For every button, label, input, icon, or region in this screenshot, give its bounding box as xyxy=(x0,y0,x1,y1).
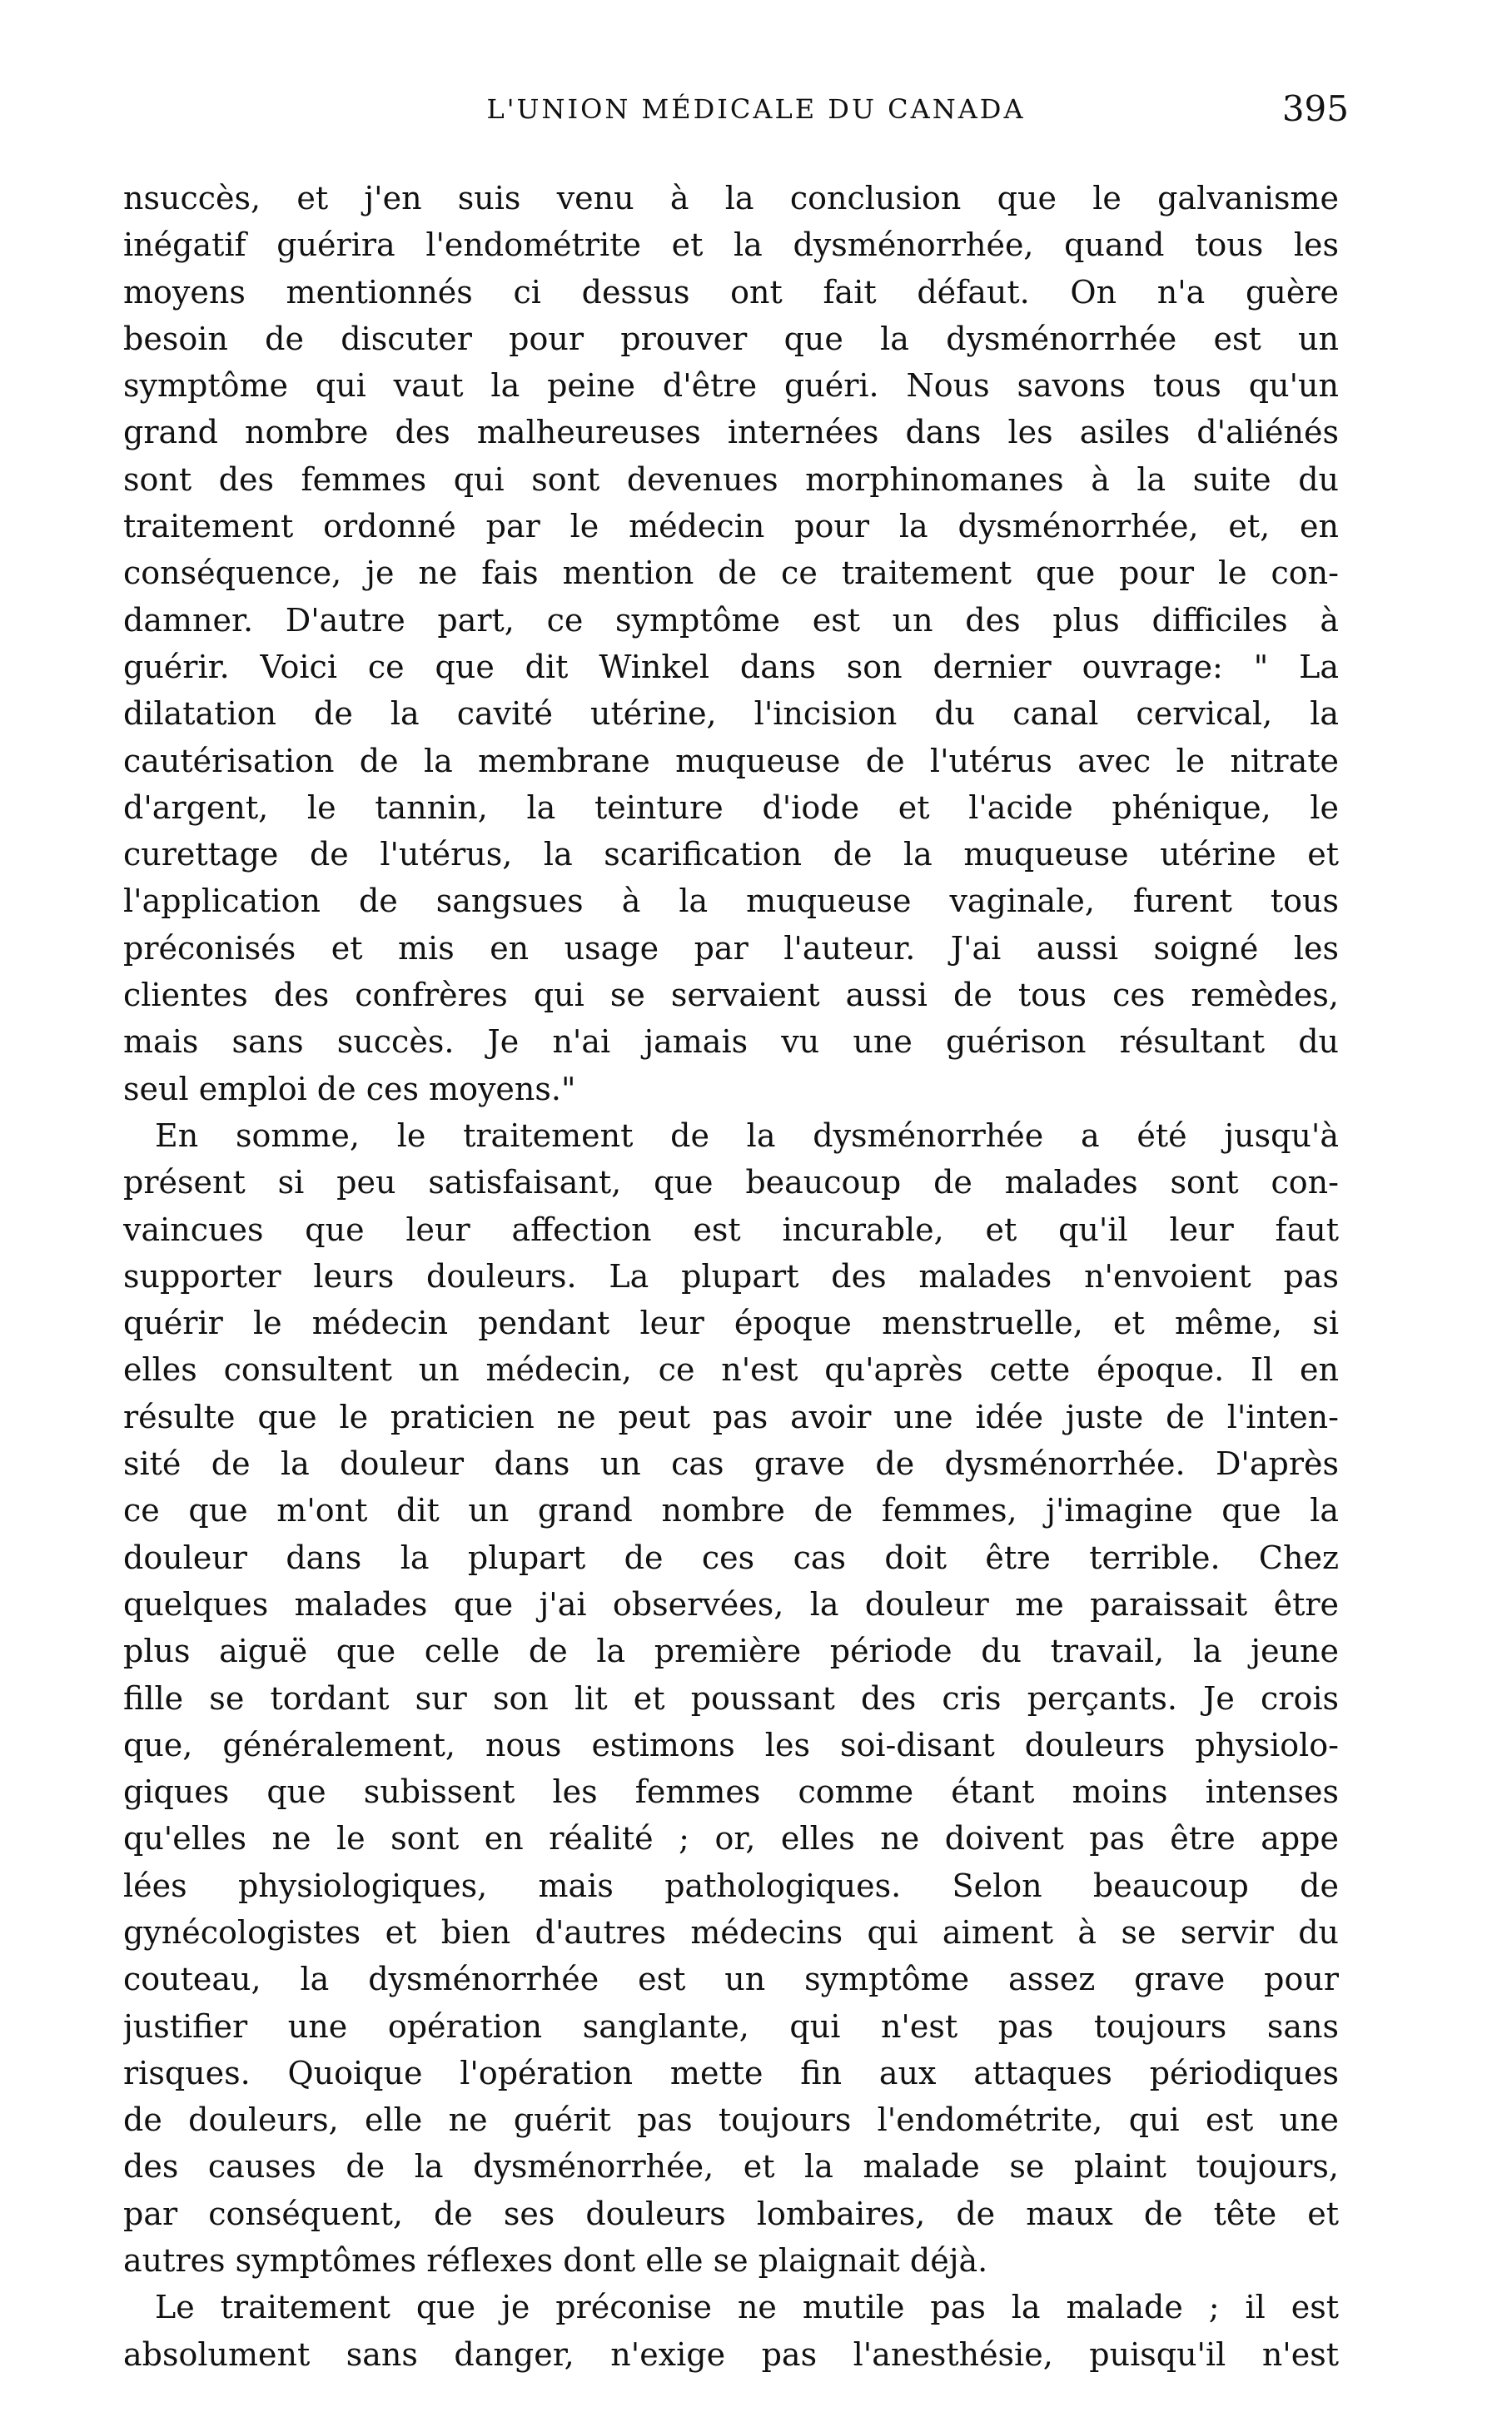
text-line: sont des femmes qui sont devenues morphinomanes à la suite du xyxy=(123,460,1339,498)
text-line: résulte que le praticien ne peut pas avoir une idée juste de l'inten- xyxy=(123,1398,1339,1435)
text-line: En somme, le traitement de la dysménorrhée a été jusqu'à xyxy=(155,1116,1339,1154)
text-line: curettage de l'utérus, la scarification de la muqueuse utérine et xyxy=(123,836,1339,873)
text-line: présent si peu satisfaisant, que beaucoup de malades sont con- xyxy=(123,1164,1339,1201)
text-line: couteau, la dysménorrhée est un symptôme assez grave pour xyxy=(123,1961,1339,1998)
text-line: grand nombre des malheureuses internées dans les asiles d'aliénés xyxy=(123,414,1339,451)
text-line: dilatation de la cavité utérine, l'incision du canal cervical, la xyxy=(123,695,1339,733)
text-line: elles consultent un médecin, ce n'est qu'après cette époque. Il en xyxy=(123,1351,1339,1389)
text-line: absolument sans danger, n'exige pas l'anesthésie, puisqu'il n'est xyxy=(123,2335,1339,2373)
journal-title: L'UNION MÉDICALE DU CANADA xyxy=(486,93,1026,125)
text-line: symptôme qui vaut la peine d'être guéri. Nous savons tous qu'un xyxy=(123,367,1339,405)
text-line: inégatif guérira l'endométrite et la dysménorrhée, quand tous les xyxy=(123,226,1339,264)
text-line: cautérisation de la membrane muqueuse de l'utérus avec le nitrate xyxy=(123,742,1339,779)
text-line: besoin de discuter pour prouver que la dysménorrhée est un xyxy=(123,320,1339,357)
text-line: clientes des confrères qui se servaient aussi de tous ces remèdes, xyxy=(123,977,1339,1014)
text-line: plus aiguë que celle de la première période du travail, la jeune xyxy=(123,1633,1339,1670)
text-line: conséquence, je ne fais mention de ce traitement que pour le con- xyxy=(123,555,1339,592)
text-line: supporter leurs douleurs. La plupart des malades n'envoient pas xyxy=(123,1257,1339,1295)
text-line: qu'elles ne le sont en réalité ; or, elles ne doivent pas être appe xyxy=(123,1820,1339,1858)
text-line: ce que m'ont dit un grand nombre de femmes, j'imagine que la xyxy=(123,1492,1339,1529)
text-line: moyens mentionnés ci dessus ont fait défaut. On n'a guère xyxy=(123,273,1339,311)
text-line: fille se tordant sur son lit et poussant des cris perçants. Je crois xyxy=(123,1679,1339,1717)
text-line: traitement ordonné par le médecin pour la dysménorrhée, et, en xyxy=(123,508,1339,545)
text-line: autres symptômes réflexes dont elle se plaignait déjà. xyxy=(123,2242,988,2280)
text-line: seul emploi de ces moyens." xyxy=(123,1070,576,1107)
article-body xyxy=(123,175,1339,2378)
text-line: Le traitement que je préconise ne mutile pas la malade ; il est xyxy=(155,2289,1339,2326)
text-line: préconisés et mis en usage par l'auteur. J'ai aussi soigné les xyxy=(123,929,1339,967)
running-head xyxy=(0,88,1512,143)
text-line: damner. D'autre part, ce symptôme est un des plus difficiles à xyxy=(123,601,1339,639)
text-line: d'argent, le tannin, la teinture d'iode et l'acide phénique, le xyxy=(123,788,1339,826)
text-line: nsuccès, et j'en suis venu à la conclusion que le galvanisme xyxy=(123,180,1339,216)
text-line: lées physiologiques, mais pathologiques. Selon beaucoup de xyxy=(123,1867,1339,1904)
text-line: quérir le médecin pendant leur époque menstruelle, et même, si xyxy=(123,1305,1339,1342)
text-line: quelques malades que j'ai observées, la douleur me paraissait être xyxy=(123,1585,1339,1623)
text-line: guérir. Voici ce que dit Winkel dans son dernier ouvrage: " La xyxy=(123,648,1339,685)
text-line: giques que subissent les femmes comme étant moins intenses xyxy=(123,1773,1339,1811)
text-line: mais sans succès. Je n'ai jamais vu une guérison résultant du xyxy=(123,1023,1339,1061)
text-line: justifier une opération sanglante, qui n'est pas toujours sans xyxy=(123,2007,1339,2045)
text-line: l'application de sangsues à la muqueuse vaginale, furent tous xyxy=(123,883,1339,920)
text-line: douleur dans la plupart de ces cas doit être terrible. Chez xyxy=(123,1539,1339,1576)
text-line: de douleurs, elle ne guérit pas toujours l'endométrite, qui est une xyxy=(123,2101,1339,2139)
page-number: 395 xyxy=(1281,88,1349,129)
text-line: vaincues que leur affection est incurable, et qu'il leur faut xyxy=(123,1211,1339,1248)
text-line: des causes de la dysménorrhée, et la malade se plaint toujours, xyxy=(123,2148,1339,2186)
text-line: par conséquent, de ses douleurs lombaires, de maux de tête et xyxy=(123,2195,1339,2232)
text-line: risques. Quoique l'opération mette fin aux attaques périodiques xyxy=(123,2054,1339,2091)
text-line: que, généralement, nous estimons les soi-disant douleurs physiolo- xyxy=(123,1726,1339,1763)
text-line: gynécologistes et bien d'autres médecins qui aiment à se servir du xyxy=(123,1913,1339,1951)
text-line: sité de la douleur dans un cas grave de dysménorrhée. D'après xyxy=(123,1445,1339,1483)
